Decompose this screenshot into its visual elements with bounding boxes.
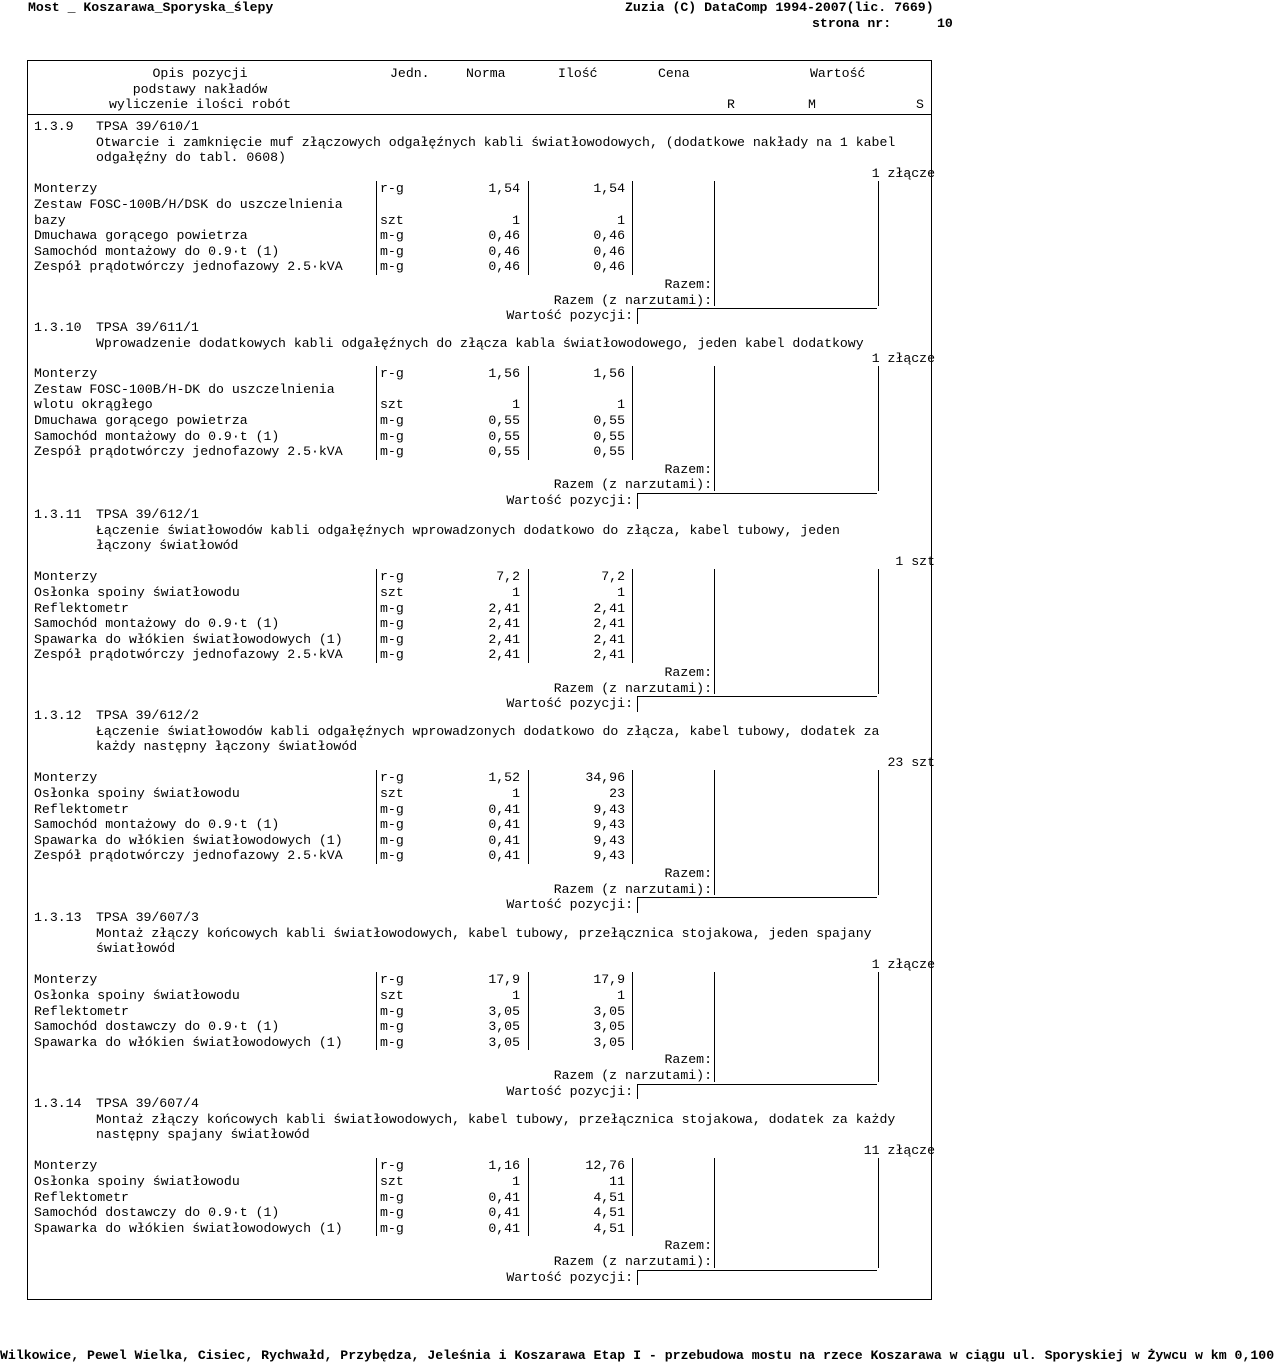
resource-unit: m-g [380,616,404,632]
razem-label: Razem: [664,665,712,680]
resource-unit: m-g [380,259,404,275]
resource-norma: 2,41 [488,616,520,632]
resource-name: bazy [34,212,66,228]
header-norma: Norma [466,66,506,81]
norma-col-line-1-3-10 [528,366,529,460]
resource-ilosc: 3,05 [593,1019,625,1035]
unit-col-line-1-3-11 [376,569,377,663]
resource-name: Spawarka do włókien światłowodowych (1) [34,631,343,647]
resource-ilosc: 3,05 [593,1034,625,1050]
unit-col-line-1-3-9 [376,181,377,275]
resource-ilosc: 0,46 [593,243,625,259]
ilosc-col-line-1-3-9 [632,181,633,275]
wartosc-col-line-1-3-11 [878,569,879,694]
project-footer: Wilkowice, Pewel Wielka, Cisiec, Rychwałd, Przybędza, Jeleśnia i Koszarawa Etap I - przebudowa mostu na rzece Koszarawa w ciągu ul. Sporyskiej w Żywcu w km 0,100 [0,1348,1274,1363]
unit-col-line-1-3-13 [376,972,377,1050]
wartosc-pozycji-label: Wartość pozycji: [506,1083,633,1099]
resource-norma: 2,41 [488,631,520,647]
position-quantity: 1 złącze [871,165,935,181]
ilosc-col-line-1-3-11 [632,569,633,663]
wartosc-pozycji-box-left-1-3-10 [637,493,638,509]
position-description: łączony światłowód [96,538,239,554]
resource-unit: szt [380,397,404,413]
norma-col-line-1-3-14 [528,1158,529,1236]
resource-name: wlotu okrągłego [34,397,153,413]
resource-norma: 1,56 [488,366,520,382]
wartosc-pozycji-box-top-1-3-10 [637,493,877,494]
resource-norma: 1,54 [488,181,520,197]
resource-unit: r-g [380,1158,404,1174]
cena-col-line-1-3-11 [714,569,715,694]
resource-norma: 0,46 [488,228,520,244]
resource-ilosc: 2,41 [593,631,625,647]
resource-norma: 0,41 [488,1189,520,1205]
position-code: TPSA 39/612/2 [96,708,199,723]
resource-ilosc: 2,41 [593,647,625,663]
resource-norma: 1 [512,212,520,228]
resource-norma: 1,52 [488,770,520,786]
wartosc-pozycji-box-left-1-3-11 [637,696,638,712]
resource-norma: 3,05 [488,1003,520,1019]
position-quantity: 1 złącze [871,956,935,972]
resource-ilosc: 23 [609,786,625,801]
resource-unit: r-g [380,972,404,988]
resource-norma: 3,05 [488,1019,520,1035]
razem-narzut-label: Razem (z narzutami): [553,1254,712,1269]
resource-ilosc: 0,55 [593,428,625,444]
norma-col-line-1-3-11 [528,569,529,663]
resource-ilosc: 0,46 [593,228,625,244]
resource-unit: m-g [380,817,404,833]
cena-col-line-1-3-10 [714,366,715,491]
position-description: Montaż złączy końcowych kabli światłowodowych, kabel tubowy, przełącznica stojakowa, jeden spajany [96,925,872,941]
position-number: 1.3.12 [34,708,82,723]
resource-unit: szt [380,786,404,801]
resource-ilosc: 0,55 [593,444,625,460]
header-m: M [808,97,816,112]
razem-narzut-label: Razem (z narzutami): [553,680,712,696]
wartosc-pozycji-label: Wartość pozycji: [506,308,633,324]
razem-narzut-label: Razem (z narzutami): [553,477,712,493]
position-quantity: 11 złącze [863,1142,935,1158]
resource-norma: 0,46 [488,259,520,275]
resource-name: Reflektometr [34,801,129,817]
header-desc-line3: wyliczenie ilości robót [108,97,292,112]
resource-norma: 1 [512,585,520,600]
resource-name: Monterzy [34,972,98,988]
position-code: TPSA 39/611/1 [96,320,199,335]
cena-col-line-1-3-9 [714,181,715,306]
resource-name: Samochód montażowy do 0.9·t (1) [34,243,280,259]
resource-name: Samochód montażowy do 0.9·t (1) [34,428,280,444]
resource-name: Reflektometr [34,1003,129,1019]
resource-ilosc: 1 [617,212,625,228]
resource-ilosc: 0,46 [593,259,625,275]
document-title: Most _ Koszarawa_Sporyska_ślepy [28,0,274,15]
header-separator [27,114,932,115]
resource-unit: szt [380,988,404,1003]
position-description: światłowód [96,941,176,957]
razem-narzut-label: Razem (z narzutami): [553,292,712,308]
resource-unit: m-g [380,801,404,817]
position-code: TPSA 39/607/3 [96,910,199,925]
resource-ilosc: 1,56 [593,366,625,382]
resource-name: Spawarka do włókien światłowodowych (1) [34,1220,343,1236]
wartosc-col-line-1-3-12 [878,770,879,895]
resource-name: Samochód montażowy do 0.9·t (1) [34,817,280,833]
resource-name: Zespół prądotwórczy jednofazowy 2.5·kVA [34,647,343,663]
unit-col-line-1-3-12 [376,770,377,864]
resource-norma: 2,41 [488,647,520,663]
resource-ilosc: 0,55 [593,413,625,428]
position-number: 1.3.9 [34,119,74,134]
resource-unit: m-g [380,428,404,444]
position-number: 1.3.13 [34,910,82,925]
position-description: Łączenie światłowodów kabli odgałęźnych wprowadzonych dodatkowo do złącza, kabel tubowy, dodatek za [96,723,880,739]
resource-unit: m-g [380,413,404,428]
resource-ilosc: 17,9 [593,972,625,988]
resource-norma: 1,16 [488,1158,520,1174]
resource-ilosc: 34,96 [585,770,625,786]
resource-norma: 1 [512,988,520,1003]
resource-ilosc: 4,51 [593,1205,625,1221]
position-description: odgałęźny do tabl. 0608) [96,150,286,166]
unit-col-line-1-3-10 [376,366,377,460]
resource-unit: m-g [380,1034,404,1050]
resource-norma: 7,2 [496,569,520,585]
position-description: Otwarcie i zamknięcie muf złączowych odgałęźnych kabli światłowodowych, (dodatkowe nakłady na 1 kabel [96,134,896,150]
resource-name: Spawarka do włókien światłowodowych (1) [34,1034,343,1050]
resource-name: Monterzy [34,366,98,382]
resource-norma: 17,9 [488,972,520,988]
resource-ilosc: 2,41 [593,616,625,632]
ilosc-col-line-1-3-10 [632,366,633,460]
resource-norma: 0,41 [488,848,520,864]
resource-norma: 0,41 [488,801,520,817]
norma-col-line-1-3-13 [528,972,529,1050]
position-number: 1.3.10 [34,320,82,335]
resource-ilosc: 9,43 [593,832,625,848]
resource-ilosc: 3,05 [593,1003,625,1019]
resource-ilosc: 1 [617,988,625,1003]
resource-ilosc: 2,41 [593,600,625,616]
resource-ilosc: 9,43 [593,848,625,864]
resource-unit: m-g [380,228,404,244]
unit-col-line-1-3-14 [376,1158,377,1236]
cena-col-line-1-3-12 [714,770,715,895]
position-code: TPSA 39/612/1 [96,507,199,522]
resource-norma: 0,41 [488,817,520,833]
cena-col-line-1-3-13 [714,972,715,1081]
resource-unit: m-g [380,631,404,647]
resource-ilosc: 1,54 [593,181,625,197]
resource-norma: 0,46 [488,243,520,259]
position-number: 1.3.14 [34,1096,82,1111]
resource-unit: m-g [380,647,404,663]
license-info: Zuzia (C) DataComp 1994-2007(lic. 7669) [625,0,934,15]
resource-name: Osłonka spoiny światłowodu [34,585,240,600]
resource-name: Spawarka do włókien światłowodowych (1) [34,832,343,848]
resource-norma: 0,41 [488,832,520,848]
wartosc-col-line-1-3-9 [878,181,879,306]
resource-unit: szt [380,212,404,228]
resource-name: Samochód dostawczy do 0.9·t (1) [34,1019,280,1035]
resource-ilosc: 1 [617,585,625,600]
resource-unit: m-g [380,1220,404,1236]
wartosc-pozycji-box-left-1-3-12 [637,897,638,913]
resource-unit: m-g [380,444,404,460]
resource-unit: m-g [380,1205,404,1221]
resource-name: Osłonka spoiny światłowodu [34,988,240,1003]
header-s: S [916,97,924,112]
resource-name: Osłonka spoiny światłowodu [34,1174,240,1189]
resource-name: Reflektometr [34,1189,129,1205]
wartosc-pozycji-box-left-1-3-9 [637,308,638,324]
resource-name: Samochód montażowy do 0.9·t (1) [34,616,280,632]
norma-col-line-1-3-9 [528,181,529,275]
header-ilosc: Ilość [558,66,598,81]
resource-ilosc: 7,2 [601,569,625,585]
wartosc-pozycji-box-top-1-3-11 [637,696,877,697]
resource-norma: 1 [512,397,520,413]
resource-norma: 1 [512,786,520,801]
position-quantity: 1 szt [895,553,935,569]
wartosc-pozycji-box-top-1-3-9 [637,308,877,309]
resource-name: Monterzy [34,770,98,786]
wartosc-col-line-1-3-10 [878,366,879,491]
resource-name: Zespół prądotwórczy jednofazowy 2.5·kVA [34,444,343,460]
razem-label: Razem: [664,1238,712,1254]
resource-unit: r-g [380,569,404,585]
resource-name: Monterzy [34,1158,98,1174]
resource-name: Samochód dostawczy do 0.9·t (1) [34,1205,280,1221]
resource-norma: 0,41 [488,1205,520,1221]
resource-name: Osłonka spoiny światłowodu [34,786,240,801]
wartosc-col-line-1-3-13 [878,972,879,1081]
position-description: następny spajany światłowód [96,1127,310,1143]
resource-name: Dmuchawa gorącego powietrza [34,228,248,244]
resource-norma: 0,41 [488,1220,520,1236]
wartosc-pozycji-box-top-1-3-14 [637,1270,877,1271]
wartosc-pozycji-box-top-1-3-12 [637,897,877,898]
resource-unit: m-g [380,600,404,616]
wartosc-pozycji-box-top-1-3-13 [637,1084,877,1085]
resource-norma: 0,55 [488,444,520,460]
page-number: 10 [937,16,953,31]
resource-ilosc: 9,43 [593,817,625,833]
resource-name: Reflektometr [34,600,129,616]
wartosc-pozycji-box-left-1-3-13 [637,1084,638,1100]
resource-unit: m-g [380,243,404,259]
resource-unit: m-g [380,1189,404,1205]
resource-unit: r-g [380,181,404,197]
resource-unit: r-g [380,770,404,786]
resource-ilosc: 4,51 [593,1189,625,1205]
resource-unit: m-g [380,832,404,848]
razem-narzut-label: Razem (z narzutami): [553,1068,712,1083]
ilosc-col-line-1-3-13 [632,972,633,1050]
resource-norma: 1 [512,1174,520,1189]
resource-name: Zespół prądotwórczy jednofazowy 2.5·kVA [34,848,343,864]
resource-unit: r-g [380,366,404,382]
resource-name-line1: Zestaw FOSC-100B/H/DSK do uszczelnienia [34,197,343,212]
resource-name-line1: Zestaw FOSC-100B/H-DK do uszczelnienia [34,381,335,397]
resource-norma: 0,55 [488,428,520,444]
resource-norma: 3,05 [488,1034,520,1050]
header-wartosc: Wartość [810,66,866,81]
position-code: TPSA 39/607/4 [96,1096,199,1111]
resource-unit: szt [380,1174,404,1189]
ilosc-col-line-1-3-14 [632,1158,633,1236]
resource-unit: m-g [380,1003,404,1019]
norma-col-line-1-3-12 [528,770,529,864]
header-desc-line2: podstawy nakładów [132,82,268,97]
razem-label: Razem: [664,277,712,292]
razem-label: Razem: [664,1052,712,1068]
position-description: każdy następny łączony światłowód [96,739,358,755]
resource-name: Zespół prądotwórczy jednofazowy 2.5·kVA [34,259,343,275]
resource-ilosc: 12,76 [585,1158,625,1174]
resource-name: Dmuchawa gorącego powietrza [34,413,248,428]
cena-col-line-1-3-14 [714,1158,715,1267]
wartosc-pozycji-label: Wartość pozycji: [506,493,633,508]
wartosc-pozycji-label: Wartość pozycji: [506,696,633,712]
header-r: R [727,97,735,112]
page-number-label: strona nr: [812,16,892,31]
position-quantity: 1 złącze [871,350,935,366]
position-description: Wprowadzenie dodatkowych kabli odgałęźnych do złącza kabla światłowodowego, jeden kabel dodatkowy [96,335,864,351]
position-description: Łączenie światłowodów kabli odgałęźnych wprowadzonych dodatkowo do złącza, kabel tubowy, jeden [96,522,840,538]
razem-label: Razem: [664,866,712,881]
resource-name: Monterzy [34,569,98,585]
resource-unit: m-g [380,1019,404,1035]
razem-label: Razem: [664,461,712,477]
wartosc-col-line-1-3-14 [878,1158,879,1267]
resource-name: Monterzy [34,181,98,197]
position-code: TPSA 39/610/1 [96,119,199,134]
header-desc-line1: Opis pozycji [152,66,248,81]
position-quantity: 23 szt [887,754,935,770]
position-description: Montaż złączy końcowych kabli światłowodowych, kabel tubowy, przełącznica stojakowa, dodatek za każdy [96,1111,896,1127]
resource-ilosc: 9,43 [593,801,625,817]
resource-ilosc: 1 [617,397,625,413]
resource-norma: 2,41 [488,600,520,616]
resource-ilosc: 11 [609,1174,625,1189]
position-number: 1.3.11 [34,507,82,522]
resource-ilosc: 4,51 [593,1220,625,1236]
wartosc-pozycji-label: Wartość pozycji: [506,897,633,913]
resource-norma: 0,55 [488,413,520,428]
resource-unit: m-g [380,848,404,864]
resource-unit: szt [380,585,404,600]
wartosc-pozycji-label: Wartość pozycji: [506,1269,633,1285]
razem-narzut-label: Razem (z narzutami): [553,881,712,897]
header-cena: Cena [658,66,690,81]
header-jedn: Jedn. [390,66,430,81]
wartosc-pozycji-box-left-1-3-14 [637,1270,638,1286]
ilosc-col-line-1-3-12 [632,770,633,864]
